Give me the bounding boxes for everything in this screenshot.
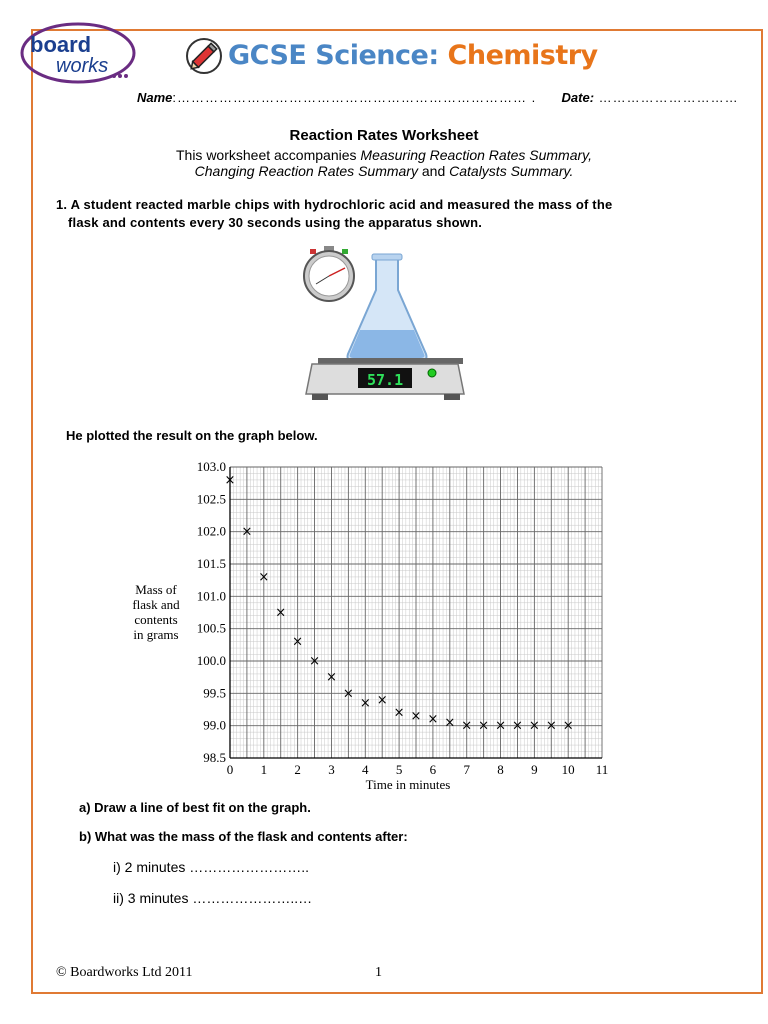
x-tick-label: 4 — [362, 762, 369, 777]
x-tick-label: 8 — [497, 762, 504, 777]
chart-x-ticks — [227, 762, 609, 777]
worksheet-title: Reaction Rates Worksheet — [289, 127, 479, 144]
apparatus-illustration — [298, 246, 470, 412]
name-label: Name — [137, 90, 173, 105]
mass-time-scatter-chart — [130, 458, 620, 798]
y-tick-label: 101.5 — [196, 556, 226, 571]
data-point[interactable]: × — [309, 654, 320, 669]
y-tick-label: 98.5 — [203, 750, 226, 765]
x-tick-label: 0 — [226, 762, 234, 777]
question-b: b) What was the mass of the flask and contents after: — [79, 829, 408, 844]
stopwatch-icon — [304, 246, 354, 301]
x-tick-label: 5 — [395, 762, 403, 777]
y-tick-label: 99.5 — [203, 685, 226, 701]
data-point[interactable]: × — [444, 715, 456, 731]
data-point[interactable]: × — [224, 472, 236, 488]
data-point[interactable]: × — [461, 718, 473, 734]
data-point[interactable]: × — [393, 705, 405, 721]
date-label: Date: — [561, 90, 595, 105]
data-point[interactable]: × — [241, 524, 253, 540]
answer-field-3min[interactable]: …………………..… — [192, 890, 313, 906]
header-title-subject: Chemistry — [447, 40, 598, 71]
question-b-i-label: i) 2 minutes — [113, 859, 190, 875]
question-b-ii — [113, 890, 312, 906]
question-b-i — [113, 859, 309, 875]
data-point[interactable]: × — [359, 696, 371, 712]
x-tick-label: 10 — [561, 762, 575, 777]
data-point[interactable]: × — [275, 605, 287, 621]
answer-field-2min[interactable]: …………………….. — [189, 859, 310, 875]
subtitle-and: and — [417, 163, 450, 179]
chart-y-ticks — [197, 459, 226, 765]
data-point[interactable]: × — [528, 718, 540, 734]
question-1-line1: 1. A student reacted marble chips with hydrochloric acid and measured the mass of the — [56, 197, 613, 212]
chart-x-label: Time in minutes — [365, 777, 451, 792]
question-1-line2: flask and contents every 30 seconds using the apparatus shown. — [68, 215, 483, 230]
y-tick-label: 101.0 — [196, 588, 226, 604]
electronic-balance — [306, 358, 464, 400]
footer-page-number: 1 — [375, 965, 382, 980]
data-point[interactable]: × — [258, 569, 270, 585]
x-tick-label: 2 — [294, 762, 301, 777]
subtitle-link-measuring: Measuring Reaction Rates Summary, — [360, 147, 593, 163]
chart-y-label — [132, 582, 180, 642]
data-point[interactable]: × — [478, 718, 490, 734]
y-tick-label: 102.0 — [196, 523, 226, 539]
data-point[interactable]: × — [512, 718, 523, 734]
x-tick-label: 11 — [595, 762, 609, 777]
question-1 — [56, 196, 726, 232]
data-point[interactable]: × — [342, 686, 354, 702]
x-tick-label: 6 — [429, 762, 437, 777]
data-point[interactable]: × — [376, 692, 388, 708]
pencil-icon — [184, 36, 224, 76]
data-point[interactable]: × — [545, 718, 557, 734]
header-title — [228, 40, 598, 71]
data-point[interactable]: × — [427, 712, 439, 728]
subtitle-link-changing: Changing Reaction Rates Summary — [194, 163, 418, 179]
y-label-line: contents — [134, 612, 178, 627]
worksheet-subtitle-line2 — [0, 163, 768, 179]
x-tick-label: 9 — [531, 762, 538, 777]
x-tick-label: 7 — [463, 762, 470, 777]
y-tick-label: 103.0 — [196, 459, 226, 474]
question-b-ii-label: ii) 3 minutes — [113, 890, 193, 906]
balance-reading: 57.1 — [367, 371, 404, 389]
name-date-line — [137, 90, 739, 105]
data-point[interactable]: × — [410, 708, 422, 724]
data-point[interactable]: × — [495, 718, 506, 734]
worksheet-subtitle-line1 — [0, 147, 768, 163]
y-label-line: flask and — [132, 597, 180, 612]
header-title-prefix: GCSE Science: — [228, 40, 439, 71]
y-tick-label: 100.0 — [196, 653, 226, 668]
subtitle-text: This worksheet accompanies — [175, 147, 361, 163]
y-tick-label: 99.0 — [203, 717, 226, 733]
name-field[interactable]: :………………………………………………………………… . — [172, 90, 537, 105]
plotted-text: He plotted the result on the graph below. — [66, 428, 318, 443]
question-a: a) Draw a line of best fit on the graph. — [79, 800, 311, 815]
logo-text-board: board — [30, 32, 92, 57]
date-field[interactable]: ………………………… — [594, 90, 739, 105]
footer-copyright: © Boardworks Ltd 2011 — [56, 965, 193, 980]
y-label-line: Mass of — [135, 582, 177, 597]
data-point[interactable]: × — [292, 634, 304, 650]
y-tick-label: 102.5 — [196, 491, 226, 507]
logo-text-works: works — [56, 55, 109, 77]
y-label-line: in grams — [133, 627, 179, 642]
subtitle-link-catalysts: Catalysts Summary. — [449, 163, 574, 179]
x-tick-label: 1 — [260, 762, 268, 777]
y-tick-label: 100.5 — [196, 620, 226, 636]
data-point[interactable]: × — [562, 718, 574, 734]
boardworks-logo — [20, 22, 138, 84]
data-point[interactable]: × — [326, 670, 337, 686]
conical-flask — [348, 254, 427, 360]
x-tick-label: 3 — [328, 762, 335, 777]
